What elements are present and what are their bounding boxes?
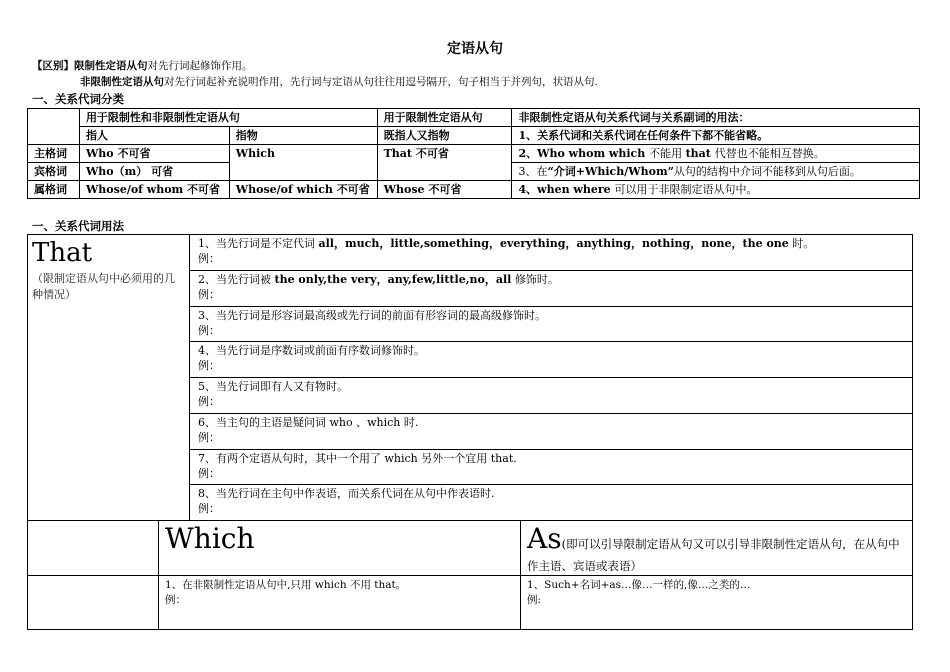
rule-text: 4、当先行词是序数词或前面有序数词修饰时。 — [198, 344, 425, 358]
possessive-person-pronoun: Whose/of whom 不可省 — [79, 181, 229, 199]
which-as-table — [27, 520, 913, 630]
subheader-both: 既指人又指物 — [377, 127, 512, 145]
as-heading: As — [527, 522, 562, 555]
as-rule: 1、Such+名词+as…像…一样的,像…之类的… — [527, 579, 751, 591]
that-rule-3 — [190, 306, 913, 342]
that-heading: That — [32, 238, 93, 268]
row-label-possessive: 属格词 — [28, 181, 80, 199]
rule-text: 1、当先行词是不定代词 — [198, 237, 319, 250]
possessive-both-pronoun: Whose 不可省 — [377, 181, 512, 199]
usage-note-4 — [512, 181, 920, 199]
example-label: 例： — [198, 252, 220, 265]
rule-text: 7、有两个定语从句时，其中一个用了 which 另外一个宜用 that. — [198, 451, 517, 465]
header-restrictive-only: 用于限制性定语从句 — [377, 109, 512, 127]
rule-end: 时。 — [788, 237, 815, 250]
document-title: 定语从句 — [447, 41, 503, 57]
that-rule-6 — [190, 413, 913, 449]
rule-end: 修饰时。 — [511, 272, 559, 286]
that-rule-8 — [190, 485, 913, 521]
intro-restrictive — [32, 58, 253, 73]
rule-text: 2、当先行词被 — [198, 272, 275, 286]
that-heading-note: （限制定语从句中必须用的几种情况） — [32, 272, 175, 301]
table-row — [28, 145, 920, 163]
note-4-bold: 4、when where — [518, 183, 615, 196]
as-heading-cell — [521, 521, 913, 576]
intro-nonrestrictive — [80, 74, 598, 89]
note-2-text: 不能用 — [649, 147, 686, 160]
header-both-clauses: 用于限制性和非限制性定语从句 — [79, 109, 377, 127]
that-rule-5 — [190, 378, 913, 414]
that-rule-4 — [190, 342, 913, 378]
usage-note-2 — [512, 145, 920, 163]
usage-note-3 — [512, 163, 920, 181]
restrictive-term: 限制性定语从句 — [74, 60, 148, 72]
rule-text: 8、当先行词在主句中作表语，而关系代词在从句中作表语时. — [198, 487, 495, 501]
which-rule-cell — [159, 576, 521, 630]
pronoun-classification-table — [27, 108, 920, 199]
header-usage-notes: 非限制性定语从句关系代词与关系副词的用法： — [512, 109, 920, 127]
nonrestrictive-term: 非限制性定语从句 — [80, 76, 164, 88]
rule-text: 6、当主句的主语是疑问词 who 、which 时. — [198, 415, 419, 429]
as-heading-note: (即可以引导限制定语从句又可以引导非限制性定语从句，在从句中作主语、宾语或表语） — [527, 537, 900, 573]
which-rule: 1、在非限制性定语从句中,只用 which 不用 that。 — [165, 579, 407, 591]
example-label: 例： — [198, 287, 220, 301]
rule-bold: the only,the very，any,few,little,no，all — [274, 272, 512, 286]
table-row — [28, 576, 913, 630]
section-heading-pronoun-classes: 一、关系代词分类 — [32, 92, 124, 106]
example-label: 例： — [165, 594, 186, 606]
which-heading: Which — [165, 522, 255, 555]
subject-person-pronoun: Who 不可省 — [79, 145, 229, 163]
table-row — [28, 181, 920, 199]
subheader-thing: 指物 — [229, 127, 377, 145]
rule-text: 5、当先行词即有人又有物时。 — [198, 380, 348, 393]
subheader-person: 指人 — [79, 127, 229, 145]
example-label: 例： — [198, 395, 220, 408]
that-rule-1 — [190, 235, 913, 271]
example-label: 例： — [198, 466, 220, 480]
intro-bracket-label: 【区别】 — [32, 60, 74, 72]
which-heading-cell — [159, 521, 521, 576]
rule-text: 3、当先行词是形容词最高级或先行词的前面有形容词的最高级修饰时。 — [198, 308, 546, 322]
example-label: 例： — [198, 323, 220, 337]
table-cell-empty — [28, 521, 159, 576]
note-2-end: 代替也不能相互替换。 — [714, 147, 825, 160]
table-row — [28, 235, 913, 271]
note-2-that: that — [685, 147, 715, 160]
rule-bold: all，much，little,something，everything，anything，nothing，none，the one — [318, 237, 789, 250]
possessive-thing-pronoun: Whose/of which 不可省 — [229, 181, 377, 199]
note-3-bold: “介词+Which/Whom” — [547, 165, 674, 178]
table-row — [28, 521, 913, 576]
example-label: 例： — [198, 502, 220, 516]
example-label: 例： — [198, 430, 220, 444]
note-3-text: 3、在 — [518, 165, 548, 178]
that-rule-2 — [190, 270, 913, 306]
section-heading-pronoun-usage: 一、关系代词用法 — [32, 219, 124, 233]
row-label-subject: 主格词 — [28, 145, 80, 163]
note-4-text: 可以用于非限制定语从句中。 — [614, 183, 758, 196]
both-pronoun-that: That 不可省 — [377, 145, 512, 181]
table-row — [28, 127, 920, 145]
table-row — [28, 109, 920, 127]
note-2-bold: 2、Who whom which — [518, 147, 650, 160]
example-label: 例： — [198, 359, 220, 373]
object-person-pronoun: Who（m） 可省 — [79, 163, 229, 181]
that-heading-cell — [28, 235, 190, 521]
table-cell-empty — [28, 576, 159, 630]
thing-pronoun-which: Which — [229, 145, 377, 181]
note-3-end: 从句的结构中介词不能移到从句后面。 — [673, 165, 861, 178]
table-cell-empty — [28, 109, 80, 145]
as-rule-cell — [521, 576, 913, 630]
example-label: 例: — [527, 594, 542, 606]
restrictive-desc: 对先行词起修饰作用。 — [147, 60, 253, 72]
that-usage-table — [27, 234, 913, 521]
row-label-object: 宾格词 — [28, 163, 80, 181]
usage-note-1: 1、关系代词和关系代词在任何条件下都不能省略。 — [512, 127, 920, 145]
that-rule-7 — [190, 449, 913, 485]
nonrestrictive-desc: 对先行词起补充说明作用，先行词与定语从句往往用逗号隔开，句子相当于并列句，状语从句. — [164, 76, 598, 88]
